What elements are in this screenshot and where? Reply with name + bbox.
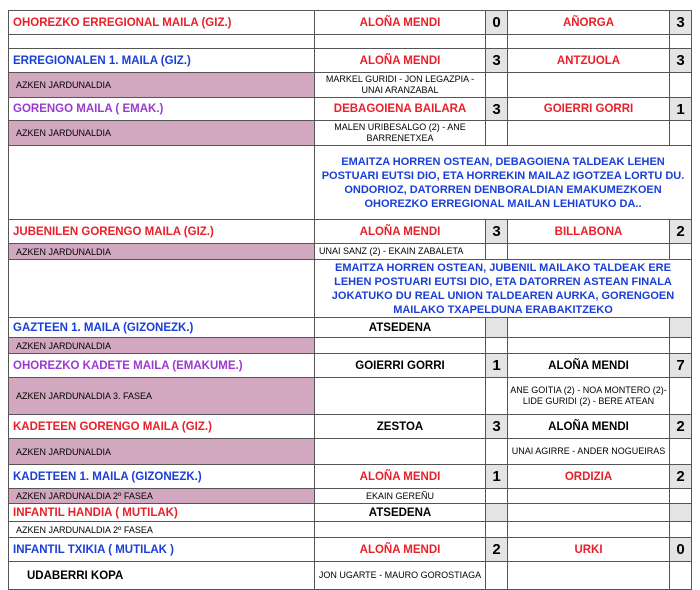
table-row (9, 465, 692, 489)
away-score: 2 (670, 465, 692, 489)
round-label: AZKEN JARDUNALDIA (9, 439, 315, 465)
table-row (9, 504, 692, 522)
scorers: MARKEL GURIDI - JON LEGAZPIA - UNAI ARANZABAL (315, 73, 486, 98)
home-score: 3 (486, 415, 508, 439)
league-label: INFANTIL TXIKIA ( MUTILAK ) (9, 538, 315, 562)
table-row (9, 73, 692, 98)
league-label: UDABERRI KOPA (9, 562, 315, 590)
league-label: KADETEEN GORENGO MAILA (GIZ.) (9, 415, 315, 439)
home-team: GOIERRI GORRI (315, 354, 486, 378)
round-label: AZKEN JARDUNALDIA 2º FASEA (9, 522, 315, 538)
round-label: AZKEN JARDUNALDIA (9, 121, 315, 146)
table-row (9, 121, 692, 146)
home-score: 1 (486, 354, 508, 378)
table-row (9, 98, 692, 121)
spacer-row (9, 35, 692, 49)
away-team: ALOÑA MENDI (508, 415, 670, 439)
home-score: 1 (486, 465, 508, 489)
league-label: ERREGIONALEN 1. MAILA (GIZ.) (9, 49, 315, 73)
away-team: ANTZUOLA (508, 49, 670, 73)
announcement-text: EMAITZA HORREN OSTEAN, JUBENIL MAILAKO TALDEAK ERE LEHEN POSTUARI EUTSI DIO, ETA DATORREN ASTEAN FINALA JOKATUKO DU REAL UNION TALDEAREN AURKA, GORENGOEN MAILAKO TXAPELDUNA ERABAKITZEKO (315, 260, 692, 318)
league-label: JUBENILEN GORENGO MAILA (GIZ.) (9, 220, 315, 244)
home-score: 3 (486, 220, 508, 244)
round-label: AZKEN JARDUNALDIA 2º FASEA (9, 489, 315, 504)
home-team: ATSEDENA (315, 318, 486, 338)
away-team: AÑORGA (508, 11, 670, 35)
away-team: ALOÑA MENDI (508, 354, 670, 378)
table-row (9, 538, 692, 562)
away-score: 2 (670, 220, 692, 244)
table-row (9, 11, 692, 35)
away-score: 0 (670, 538, 692, 562)
league-label: KADETEEN 1. MAILA (GIZONEZK.) (9, 465, 315, 489)
home-team: ATSEDENA (315, 504, 486, 522)
home-team: ALOÑA MENDI (315, 11, 486, 35)
away-score: 2 (670, 415, 692, 439)
scorers: ANE GOITIA (2) - NOA MONTERO (2)- LIDE GURIDI (2) - BERE ATEAN (508, 378, 670, 415)
scorers: UNAI SANZ (2) - EKAIN ZABALETA (315, 244, 486, 260)
home-team: ALOÑA MENDI (315, 538, 486, 562)
league-label: GAZTEEN 1. MAILA (GIZONEZK.) (9, 318, 315, 338)
table-row (9, 562, 692, 590)
table-row (9, 260, 692, 318)
away-score: 3 (670, 11, 692, 35)
scorers: EKAIN GEREÑU (315, 489, 486, 504)
home-score: 2 (486, 538, 508, 562)
away-team: GOIERRI GORRI (508, 98, 670, 121)
round-label: AZKEN JARDUNALDIA 3. FASEA (9, 378, 315, 415)
table-row (9, 439, 692, 465)
round-label: AZKEN JARDUNALDIA (9, 244, 315, 260)
away-team: BILLABONA (508, 220, 670, 244)
table-row (9, 415, 692, 439)
scorers: UNAI AGIRRE - ANDER NOGUEIRAS (508, 439, 670, 465)
away-score: 3 (670, 49, 692, 73)
announcement-text: EMAITZA HORREN OSTEAN, DEBAGOIENA TALDEAK LEHEN POSTUARI EUTSI DIO, ETA HORREKIN MAILAZ IGOTZEA LORTU DU. ONDORIOZ, DATORREN DENBORALDIAN EMAKUMEZKOEN OHOREZKO ERREGIONAL MAILAN LEHIATUKO DA.. (315, 146, 692, 220)
table-row (9, 378, 692, 415)
home-score: 3 (486, 98, 508, 121)
scorers: MALEN URIBESALGO (2) - ANE BARRENETXEA (315, 121, 486, 146)
league-label: OHOREZKO KADETE MAILA (EMAKUME.) (9, 354, 315, 378)
home-score: 3 (486, 49, 508, 73)
scorers: JON UGARTE - MAURO GOROSTIAGA (315, 562, 486, 590)
home-team: ZESTOA (315, 415, 486, 439)
home-score: 0 (486, 11, 508, 35)
table-row (9, 318, 692, 338)
away-score: 1 (670, 98, 692, 121)
round-label: AZKEN JARDUNALDIA (9, 73, 315, 98)
table-row (9, 49, 692, 73)
table-row (9, 522, 692, 538)
table-row (9, 489, 692, 504)
table-row (9, 338, 692, 354)
table-row (9, 354, 692, 378)
round-label: AZKEN JARDUNALDIA (9, 338, 315, 354)
results-table (8, 10, 692, 590)
league-label: GORENGO MAILA ( EMAK.) (9, 98, 315, 121)
home-team: ALOÑA MENDI (315, 220, 486, 244)
home-team: DEBAGOIENA BAILARA (315, 98, 486, 121)
table-row (9, 244, 692, 260)
league-label: OHOREZKO ERREGIONAL MAILA (GIZ.) (9, 11, 315, 35)
away-team: URKI (508, 538, 670, 562)
away-score: 7 (670, 354, 692, 378)
home-team: ALOÑA MENDI (315, 465, 486, 489)
league-label: INFANTIL HANDIA ( MUTILAK) (9, 504, 315, 522)
home-team: ALOÑA MENDI (315, 49, 486, 73)
table-row (9, 146, 692, 220)
away-team: ORDIZIA (508, 465, 670, 489)
table-row (9, 220, 692, 244)
